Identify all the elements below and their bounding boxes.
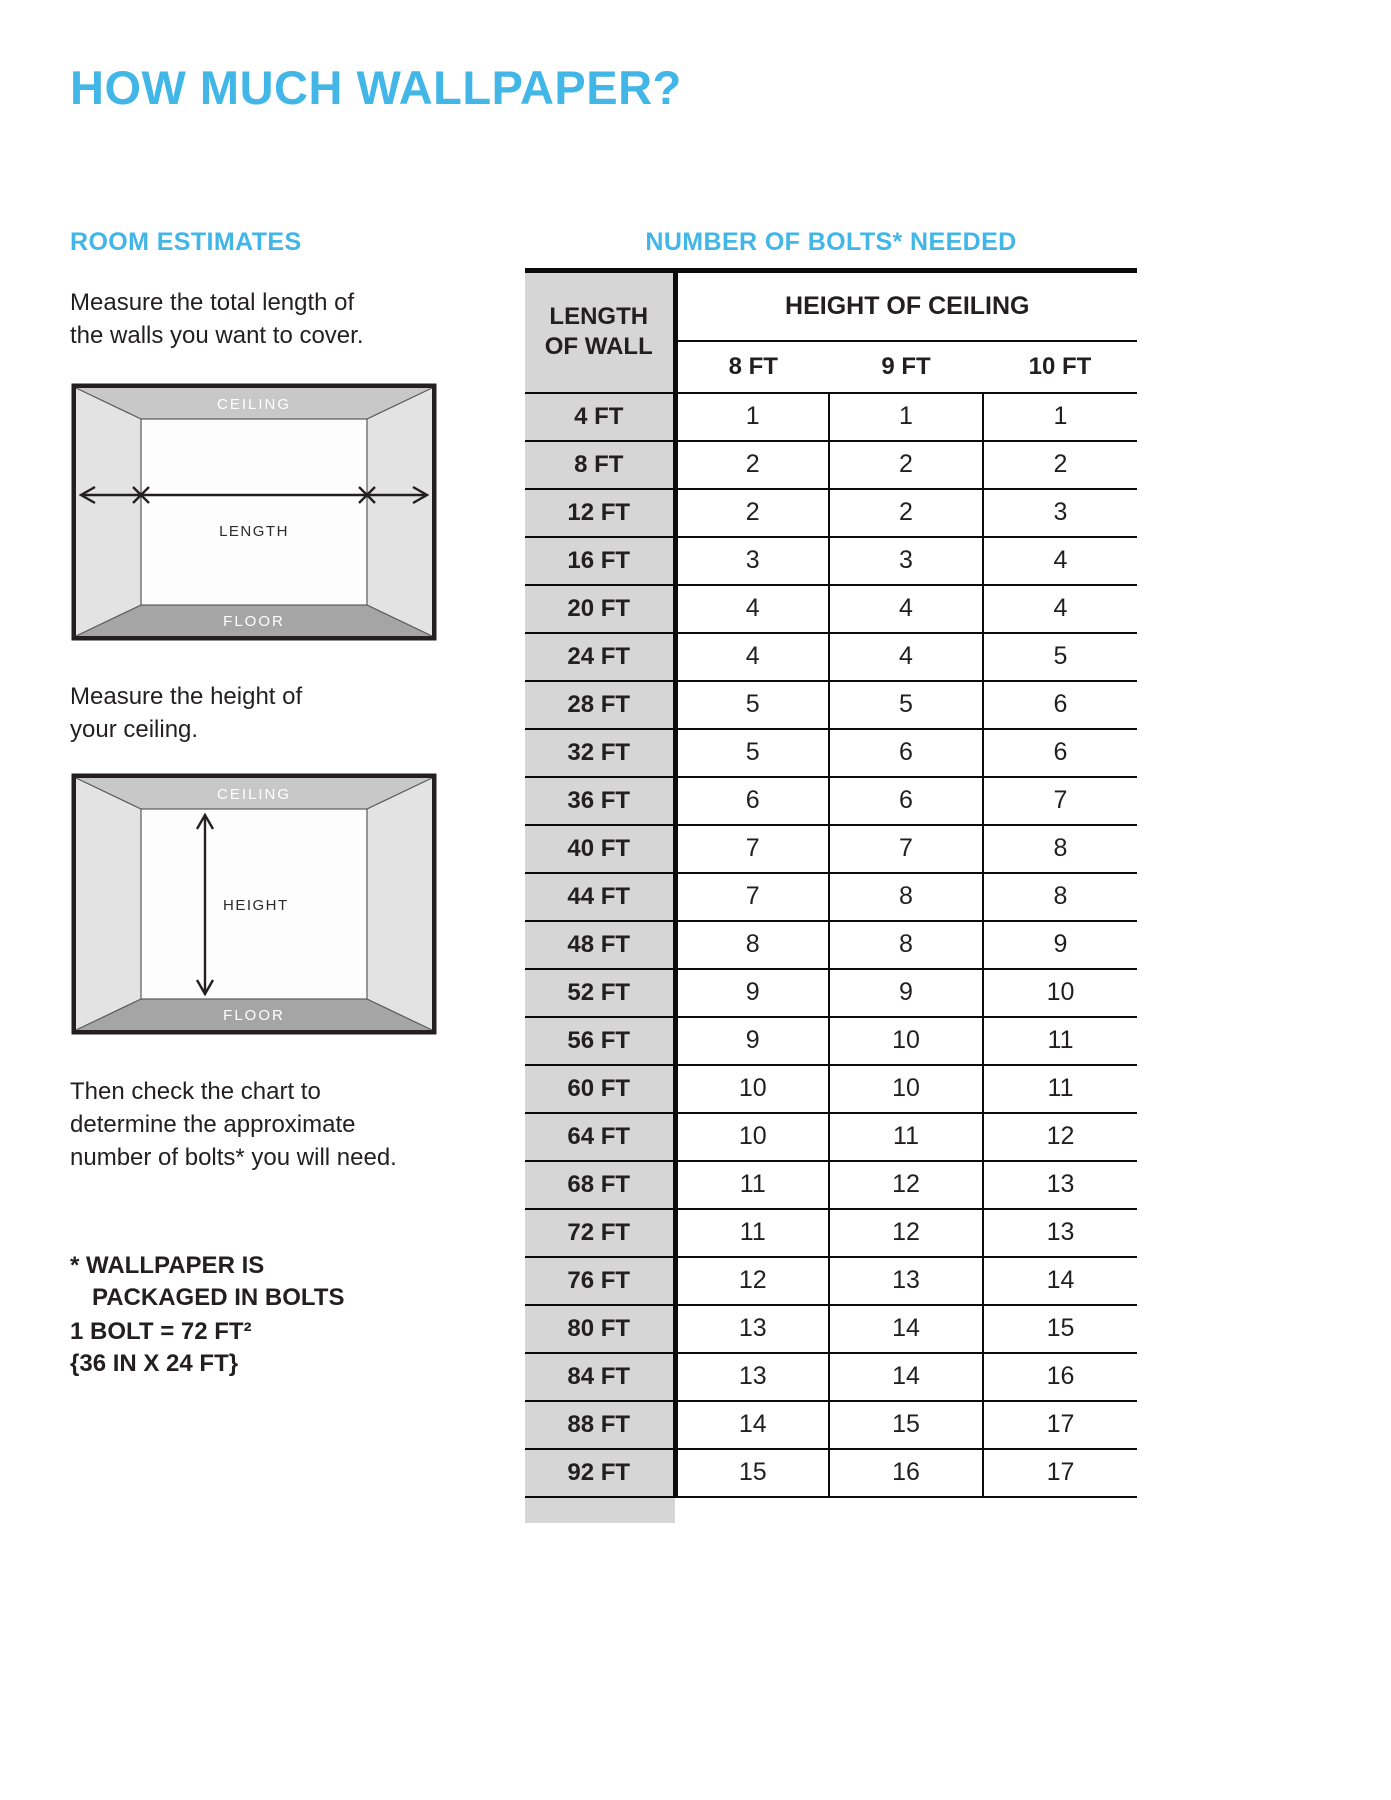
wall-length-cell: 48 FT — [525, 921, 675, 969]
floor-label: FLOOR — [223, 1007, 285, 1024]
bolt-count-cell: 3 — [675, 537, 829, 585]
table-row — [525, 921, 1137, 969]
bolt-count-cell: 3 — [829, 537, 983, 585]
height-measure-label: HEIGHT — [223, 897, 289, 914]
paragraph-line: the walls you want to cover. — [70, 322, 364, 349]
bolt-count-cell: 12 — [983, 1113, 1137, 1161]
length-measure-label: LENGTH — [219, 523, 289, 540]
bolt-equation: 1 BOLT = 72 FT² — [70, 1318, 252, 1345]
bolt-count-cell: 8 — [829, 921, 983, 969]
bolts-needed-heading: NUMBER OF BOLTS* NEEDED — [645, 228, 1017, 256]
wall-length-cell: 60 FT — [525, 1065, 675, 1113]
table-row — [525, 825, 1137, 873]
table-row — [525, 969, 1137, 1017]
room-length-diagram — [71, 383, 437, 641]
table-row — [525, 1017, 1137, 1065]
corner-header-line: OF WALL — [544, 333, 653, 361]
page-title: HOW MUCH WALLPAPER? — [70, 61, 682, 114]
bolt-count-cell: 11 — [983, 1065, 1137, 1113]
bolt-count-cell: 14 — [829, 1353, 983, 1401]
wall-length-cell: 8 FT — [525, 441, 675, 489]
bolt-count-cell: 2 — [829, 489, 983, 537]
table-row — [525, 1449, 1137, 1497]
bolt-count-cell: 2 — [983, 441, 1137, 489]
table-row — [525, 1353, 1137, 1401]
bolt-count-cell: 1 — [983, 393, 1137, 441]
length-of-wall-header — [525, 271, 675, 393]
right-wall-surface — [367, 388, 432, 636]
bolt-count-cell: 1 — [675, 393, 829, 441]
table-row — [525, 1065, 1137, 1113]
bolt-count-cell: 5 — [983, 633, 1137, 681]
bolts-table — [525, 268, 1137, 1523]
table-row — [525, 1161, 1137, 1209]
bolt-count-cell: 9 — [829, 969, 983, 1017]
bolt-count-cell: 13 — [675, 1353, 829, 1401]
table-footer-spacer — [525, 1498, 675, 1523]
bolt-count-cell: 7 — [983, 777, 1137, 825]
bolt-count-cell: 1 — [829, 393, 983, 441]
bolt-count-cell: 10 — [675, 1065, 829, 1113]
bolt-count-cell: 4 — [829, 633, 983, 681]
bolt-count-cell: 7 — [675, 873, 829, 921]
back-wall-surface — [141, 419, 367, 605]
bolts-table-body — [525, 393, 1137, 1497]
bolt-count-cell: 9 — [675, 969, 829, 1017]
wall-length-cell: 76 FT — [525, 1257, 675, 1305]
bolt-count-cell: 7 — [829, 825, 983, 873]
bolt-count-cell: 3 — [983, 489, 1137, 537]
table-row — [525, 393, 1137, 441]
bolt-count-cell: 4 — [983, 585, 1137, 633]
table-row — [525, 1305, 1137, 1353]
corner-header-line: LENGTH — [549, 303, 649, 331]
wall-length-cell: 40 FT — [525, 825, 675, 873]
check-chart-paragraph — [70, 1075, 397, 1174]
bolt-count-cell: 4 — [983, 537, 1137, 585]
table-row — [525, 441, 1137, 489]
wall-length-cell: 28 FT — [525, 681, 675, 729]
bolt-count-cell: 4 — [675, 585, 829, 633]
table-row — [525, 777, 1137, 825]
bolt-count-cell: 17 — [983, 1401, 1137, 1449]
bolt-count-cell: 15 — [983, 1305, 1137, 1353]
bolt-count-cell: 11 — [675, 1209, 829, 1257]
left-wall-surface — [76, 778, 141, 1030]
bolt-count-cell: 16 — [829, 1449, 983, 1497]
wall-length-cell: 64 FT — [525, 1113, 675, 1161]
bolt-dimensions: {36 IN X 24 FT} — [70, 1350, 239, 1377]
table-row — [525, 537, 1137, 585]
height-of-ceiling-header: HEIGHT OF CEILING — [675, 271, 1137, 341]
bolt-count-cell: 13 — [829, 1257, 983, 1305]
wall-length-cell: 88 FT — [525, 1401, 675, 1449]
bolt-count-cell: 10 — [829, 1017, 983, 1065]
bolt-count-cell: 12 — [829, 1209, 983, 1257]
bolt-count-cell: 6 — [983, 729, 1137, 777]
bolt-count-cell: 10 — [829, 1065, 983, 1113]
bolt-count-cell: 16 — [983, 1353, 1137, 1401]
bolt-count-cell: 8 — [983, 873, 1137, 921]
paragraph-line: number of bolts* you will need. — [70, 1144, 397, 1171]
paragraph-line: Measure the total length of — [70, 289, 355, 316]
bolt-count-cell: 6 — [829, 777, 983, 825]
table-row — [525, 1113, 1137, 1161]
column-header-8ft: 8 FT — [675, 341, 829, 393]
left-wall-surface — [76, 388, 141, 636]
ceiling-label: CEILING — [216, 786, 292, 803]
bolt-count-cell: 6 — [983, 681, 1137, 729]
table-row — [525, 489, 1137, 537]
bolt-count-cell: 11 — [675, 1161, 829, 1209]
column-header-9ft: 9 FT — [829, 341, 983, 393]
bolt-count-cell: 8 — [983, 825, 1137, 873]
wall-length-cell: 84 FT — [525, 1353, 675, 1401]
bolt-count-cell: 9 — [983, 921, 1137, 969]
footnote-line: PACKAGED IN BOLTS — [92, 1284, 345, 1311]
paragraph-line: determine the approximate — [70, 1111, 356, 1138]
wall-length-cell: 12 FT — [525, 489, 675, 537]
bolt-count-cell: 10 — [983, 969, 1137, 1017]
bolt-count-cell: 8 — [675, 921, 829, 969]
bolt-count-cell: 6 — [675, 777, 829, 825]
bolt-count-cell: 9 — [675, 1017, 829, 1065]
paragraph-line: Then check the chart to — [70, 1078, 321, 1105]
room-height-diagram — [71, 773, 437, 1035]
wall-length-cell: 72 FT — [525, 1209, 675, 1257]
bolt-count-cell: 11 — [829, 1113, 983, 1161]
measure-length-paragraph — [70, 286, 363, 352]
table-row — [525, 1401, 1137, 1449]
bolt-count-cell: 5 — [675, 729, 829, 777]
bolt-count-cell: 4 — [675, 633, 829, 681]
bolt-count-cell: 13 — [983, 1209, 1137, 1257]
bolt-count-cell: 5 — [675, 681, 829, 729]
ceiling-label: CEILING — [216, 396, 292, 413]
table-row — [525, 681, 1137, 729]
bolt-count-cell: 15 — [675, 1449, 829, 1497]
bolt-count-cell: 2 — [675, 441, 829, 489]
wall-length-cell: 4 FT — [525, 393, 675, 441]
bolt-count-cell: 12 — [829, 1161, 983, 1209]
wall-length-cell: 92 FT — [525, 1449, 675, 1497]
bolt-count-cell: 2 — [675, 489, 829, 537]
wall-length-cell: 52 FT — [525, 969, 675, 1017]
bolt-count-cell: 13 — [675, 1305, 829, 1353]
column-header-10ft: 10 FT — [983, 341, 1137, 393]
table-row — [525, 585, 1137, 633]
wall-length-cell: 44 FT — [525, 873, 675, 921]
bolt-count-cell: 5 — [829, 681, 983, 729]
bolt-count-cell: 4 — [829, 585, 983, 633]
room-estimates-heading: ROOM ESTIMATES — [70, 228, 302, 256]
measure-height-paragraph — [70, 680, 302, 746]
bolt-count-cell: 15 — [829, 1401, 983, 1449]
wall-length-cell: 68 FT — [525, 1161, 675, 1209]
bolts-footnote — [70, 1250, 344, 1314]
bolt-count-cell: 6 — [829, 729, 983, 777]
bolt-count-cell: 7 — [675, 825, 829, 873]
wall-length-cell: 16 FT — [525, 537, 675, 585]
table-row — [525, 633, 1137, 681]
bolt-count-cell: 2 — [829, 441, 983, 489]
right-wall-surface — [367, 778, 432, 1030]
wall-length-cell: 80 FT — [525, 1305, 675, 1353]
table-row — [525, 873, 1137, 921]
bolt-count-cell: 17 — [983, 1449, 1137, 1497]
bolt-count-cell: 8 — [829, 873, 983, 921]
wall-length-cell: 20 FT — [525, 585, 675, 633]
wall-length-cell: 56 FT — [525, 1017, 675, 1065]
footnote-line: * WALLPAPER IS — [70, 1252, 265, 1279]
table-row — [525, 1257, 1137, 1305]
wall-length-cell: 32 FT — [525, 729, 675, 777]
bolt-count-cell: 14 — [983, 1257, 1137, 1305]
floor-label: FLOOR — [223, 613, 285, 630]
bolt-count-cell: 14 — [829, 1305, 983, 1353]
wall-length-cell: 24 FT — [525, 633, 675, 681]
bolt-count-cell: 13 — [983, 1161, 1137, 1209]
bolt-count-cell: 14 — [675, 1401, 829, 1449]
bolt-count-cell: 10 — [675, 1113, 829, 1161]
bolt-count-cell: 11 — [983, 1017, 1137, 1065]
wall-length-cell: 36 FT — [525, 777, 675, 825]
table-row — [525, 1209, 1137, 1257]
bolt-count-cell: 12 — [675, 1257, 829, 1305]
paragraph-line: Measure the height of — [70, 683, 303, 710]
table-row — [525, 729, 1137, 777]
paragraph-line: your ceiling. — [70, 716, 199, 743]
